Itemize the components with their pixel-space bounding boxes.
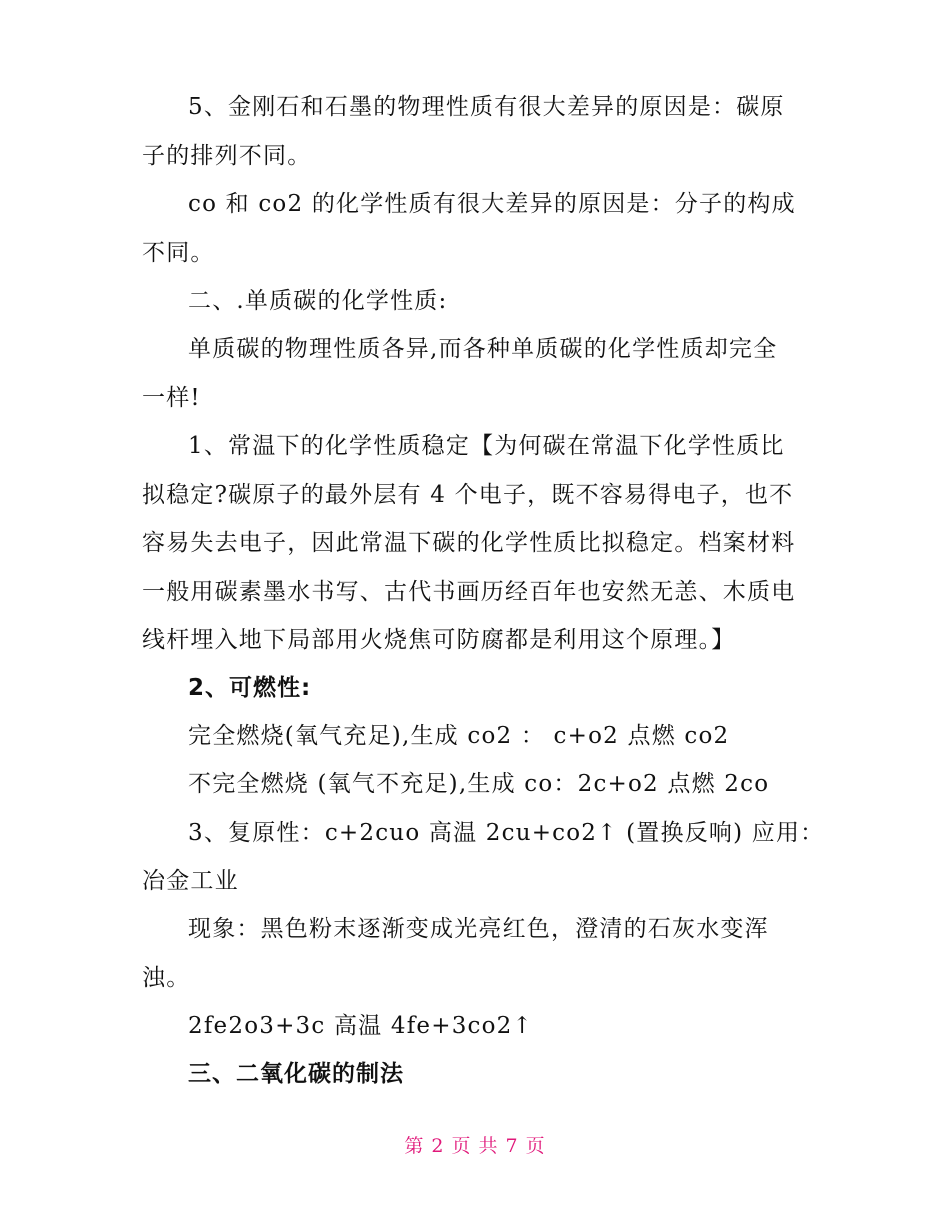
equation-complete-combustion: 完全燃烧(氧气充足),生成 co2 ： c+o2 点燃 co2 xyxy=(188,723,730,749)
equation-incomplete-combustion: 不完全燃烧 (氧气不充足),生成 co：2c+o2 点燃 2co xyxy=(188,771,770,797)
paragraph-line-phenomenon: 现象：黑色粉末逐渐变成光亮红色，澄清的石灰水变浑 xyxy=(188,916,769,942)
paragraph-line-archive-materials: 容易失去电子，因此常温下碳的化学性质比拟稳定。档案材料 xyxy=(142,530,796,556)
paragraph-line-outer-electrons: 拟稳定?碳原子的最外层有 4 个电子，既不容易得电子，也不 xyxy=(142,482,794,508)
paragraph-line-physical-properties: 单质碳的物理性质各异,而各种单质碳的化学性质却完全 xyxy=(188,336,778,362)
paragraph-line-atom-arrangement: 子的排列不同。 xyxy=(142,143,312,169)
section-heading-carbon-chemical-properties: 二、.单质碳的化学性质: xyxy=(188,288,448,314)
page-number-footer: 第 2 页 共 7 页 xyxy=(404,1135,546,1157)
paragraph-line-metallurgy: 冶金工业 xyxy=(142,868,239,894)
equation-reduction: 3、复原性：c+2cuo 高温 2cu+co2↑ (置换反响) 应用： xyxy=(188,820,825,846)
paragraph-line-utility-pole: 线杆埋入地下局部用火烧焦可防腐都是利用这个原理。】 xyxy=(142,627,736,653)
paragraph-line-stable-title: 1、常温下的化学性质稳定【为何碳在常温下化学性质比 xyxy=(188,433,785,459)
paragraph-line-turbid: 浊。 xyxy=(142,965,191,991)
paragraph-line-co-co2: co 和 co2 的化学性质有很大差异的原因是：分子的构成 xyxy=(188,191,796,217)
paragraph-line-different: 不同。 xyxy=(142,240,215,266)
paragraph-line-same: 一样! xyxy=(142,385,201,411)
equation-iron-oxide: 2fe2o3+3c 高温 4fe+3co2↑ xyxy=(188,1013,533,1039)
paragraph-line-ink-writing: 一般用碳素墨水书写、古代书画历经百年也安然无恙、木质电 xyxy=(142,579,796,605)
section-heading-co2-preparation: 三、二氧化碳的制法 xyxy=(188,1061,404,1087)
paragraph-line-diamond-graphite: 5、金刚石和石墨的物理性质有很大差异的原因是：碳原 xyxy=(188,94,785,120)
subheading-combustibility: 2、可燃性: xyxy=(188,675,312,701)
